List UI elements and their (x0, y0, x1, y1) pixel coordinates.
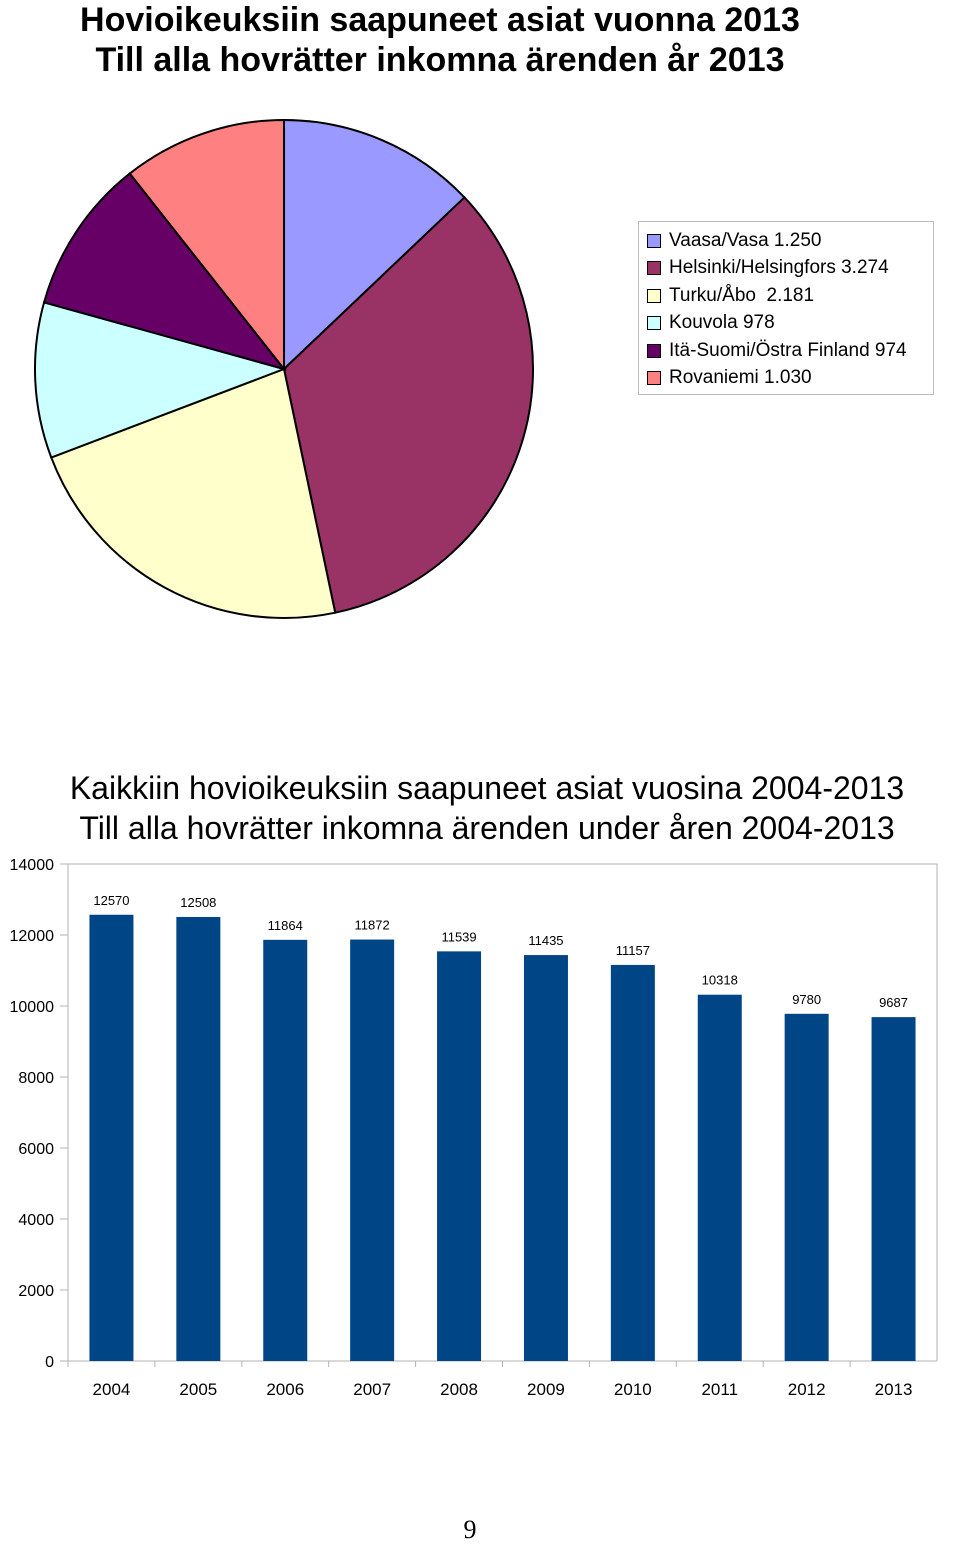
legend-swatch-3 (647, 316, 661, 330)
bar-title-line-2: Till alla hovrätter inkomna ärenden under åren 2004-2013 (79, 810, 895, 846)
y-tick-label: 8000 (18, 1070, 54, 1087)
bar-2012 (785, 1014, 829, 1361)
bar-chart (0, 850, 960, 1410)
bar-2009 (524, 955, 568, 1361)
legend-swatch-4 (647, 344, 661, 358)
y-tick-label: 10000 (9, 999, 54, 1016)
legend-label-1: Helsinki/Helsingfors 3.274 (669, 257, 889, 279)
data-label-2008: 11539 (441, 929, 477, 945)
y-tick-label: 12000 (9, 928, 54, 945)
legend-label-0: Vaasa/Vasa 1.250 (669, 229, 822, 251)
bar-2006 (263, 940, 307, 1361)
y-tick-label: 2000 (18, 1283, 54, 1300)
legend-item-1 (647, 255, 933, 283)
bar-2013 (872, 1017, 916, 1361)
page-number: 9 (463, 1515, 477, 1544)
legend-item-3 (647, 310, 933, 338)
x-tick-label: 2011 (701, 1380, 739, 1399)
y-tick-label: 4000 (18, 1212, 54, 1229)
x-tick-label: 2008 (440, 1380, 478, 1399)
x-tick-label: 2006 (266, 1380, 305, 1399)
x-tick-label: 2010 (613, 1380, 652, 1399)
legend-swatch-1 (647, 261, 661, 275)
legend-swatch-0 (647, 234, 661, 248)
data-label-2012: 9780 (792, 991, 822, 1007)
pie-title-line-1: Hovioikeuksiin saapuneet asiat vuonna 2013 (80, 1, 800, 39)
x-tick-label: 2013 (874, 1380, 913, 1399)
data-label-2006: 11864 (267, 917, 303, 933)
y-tick-label: 0 (45, 1354, 54, 1371)
data-label-2011: 10318 (701, 972, 738, 988)
legend-item-0 (647, 227, 933, 255)
legend-item-2 (647, 282, 933, 310)
pie-legend (638, 221, 934, 395)
x-tick-label: 2004 (92, 1380, 131, 1399)
x-tick-label: 2007 (353, 1380, 392, 1399)
legend-label-5: Rovaniemi 1.030 (669, 367, 812, 389)
bar-title-line-1: Kaikkiin hovioikeuksiin saapuneet asiat vuosina 2004-2013 (69, 770, 905, 806)
pie-chart (0, 100, 600, 640)
x-tick-label: 2012 (787, 1380, 826, 1399)
bar-2008 (437, 951, 481, 1361)
legend-label-3: Kouvola 978 (669, 312, 775, 334)
legend-label-4: Itä-Suomi/Östra Finland 974 (669, 339, 907, 361)
bar-2011 (698, 995, 742, 1361)
data-label-2007: 11872 (354, 917, 390, 933)
bar-2007 (350, 940, 394, 1361)
legend-item-4 (647, 337, 933, 365)
y-tick-label: 6000 (18, 1141, 54, 1158)
x-tick-label: 2009 (527, 1380, 565, 1399)
legend-label-2: Turku/Åbo 2.181 (669, 284, 815, 306)
x-tick-label: 2005 (179, 1380, 218, 1399)
data-label-2005: 12508 (180, 894, 217, 910)
data-label-2010: 11157 (615, 942, 650, 958)
bar-2004 (89, 915, 133, 1361)
legend-swatch-5 (647, 371, 661, 385)
pie-title-line-2: Till alla hovrätter inkomna ärenden år 2013 (95, 41, 785, 79)
data-label-2009: 11435 (528, 933, 564, 949)
bar-2005 (176, 917, 220, 1361)
bar-2010 (611, 965, 655, 1361)
data-label-2013: 9687 (879, 995, 909, 1011)
y-tick-label: 14000 (9, 857, 54, 874)
data-label-2004: 12570 (93, 892, 130, 908)
legend-swatch-2 (647, 289, 661, 303)
legend-item-5 (647, 365, 933, 393)
